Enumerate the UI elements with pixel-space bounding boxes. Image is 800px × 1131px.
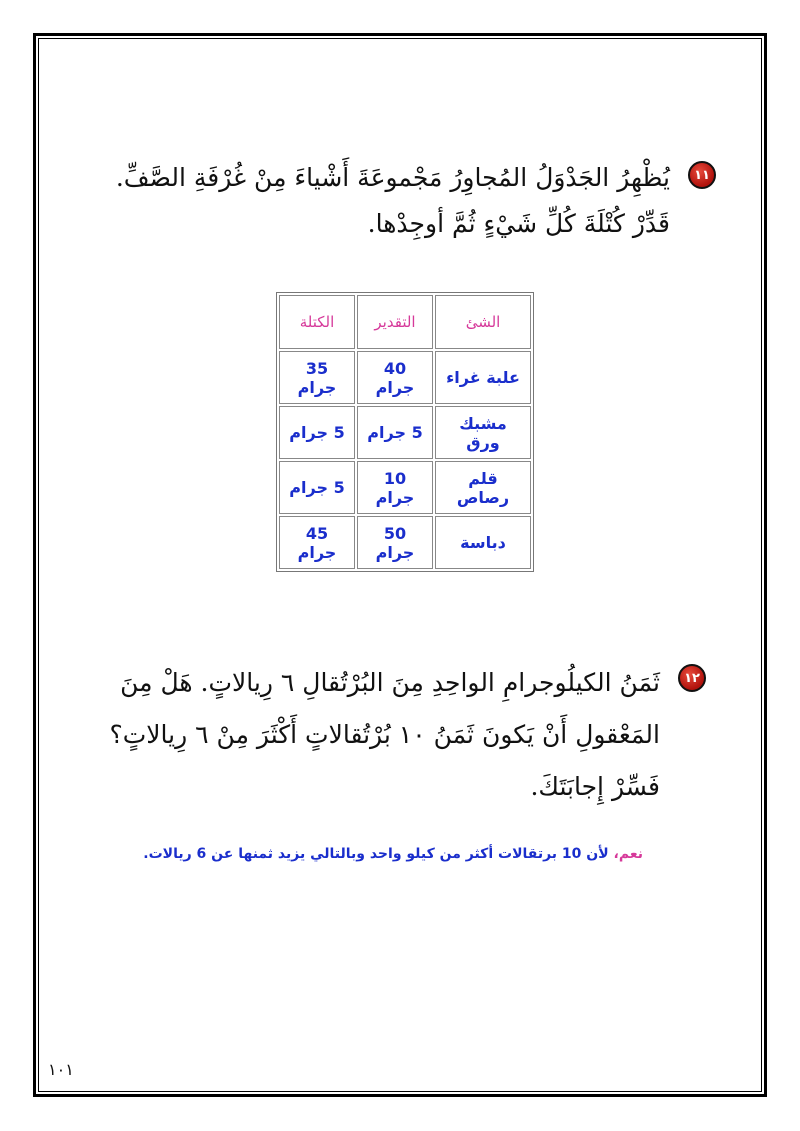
cell-mass: 45 جرام — [279, 516, 355, 569]
mass-estimate-table — [276, 292, 534, 572]
question-12-text — [109, 657, 660, 813]
question-12-answer — [143, 846, 643, 862]
table-row — [279, 351, 531, 404]
page-number: ١٠١ — [48, 1060, 74, 1079]
table-row — [279, 461, 531, 514]
cell-estimate: 5 جرام — [357, 406, 433, 459]
header-object: الشئ — [435, 295, 531, 349]
question-12-line-2: المَعْقولِ أَنْ يَكونَ ثَمَنُ ١٠ بُرْتُقالاتٍ أَكْثَرَ مِنْ ٦ رِيالاتٍ؟ — [109, 720, 660, 749]
question-11-line-1: يُظْهِرُ الجَدْوَلُ المُجاوِرُ مَجْموعَةَ أَشْياءَ مِنْ غُرْفَةِ الصَّفِّ. — [115, 163, 670, 192]
table-row — [279, 516, 531, 569]
cell-mass: 35 جرام — [279, 351, 355, 404]
question-12-number: ١٢ — [684, 670, 700, 686]
question-11-number-badge — [688, 161, 716, 189]
question-12-number-badge — [678, 664, 706, 692]
cell-estimate: 40 جرام — [357, 351, 433, 404]
table-row — [279, 406, 531, 459]
cell-object: دباسة — [435, 516, 531, 569]
cell-object: قلم رصاص — [435, 461, 531, 514]
table-header-row — [279, 295, 531, 349]
answer-explanation: لأن 10 برتقالات أكثر من كيلو واحد وبالتالي يزيد ثمنها عن 6 ريالات. — [143, 846, 614, 862]
header-mass: الكتلة — [279, 295, 355, 349]
question-11-line-2: قَدِّرْ كُتْلَةَ كُلِّ شَيْءٍ ثُمَّ أوجِدْها. — [367, 209, 670, 238]
question-11-number: ١١ — [694, 167, 710, 183]
question-12-line-1: ثَمَنُ الكيلُوجرامِ الواحِدِ مِنَ البُرْتُقالِ ٦ رِيالاتٍ. هَلْ مِنَ — [120, 668, 660, 697]
cell-object: علبة غراء — [435, 351, 531, 404]
header-estimate: التقدير — [357, 295, 433, 349]
cell-object: مشبك ورق — [435, 406, 531, 459]
cell-estimate: 50 جرام — [357, 516, 433, 569]
cell-estimate: 10 جرام — [357, 461, 433, 514]
question-12-line-3: فَسِّرْ إِجابَتَكَ. — [530, 772, 660, 801]
cell-mass: 5 جرام — [279, 461, 355, 514]
cell-mass: 5 جرام — [279, 406, 355, 459]
question-11-text — [116, 155, 670, 247]
answer-yes: نعم، — [613, 846, 643, 862]
